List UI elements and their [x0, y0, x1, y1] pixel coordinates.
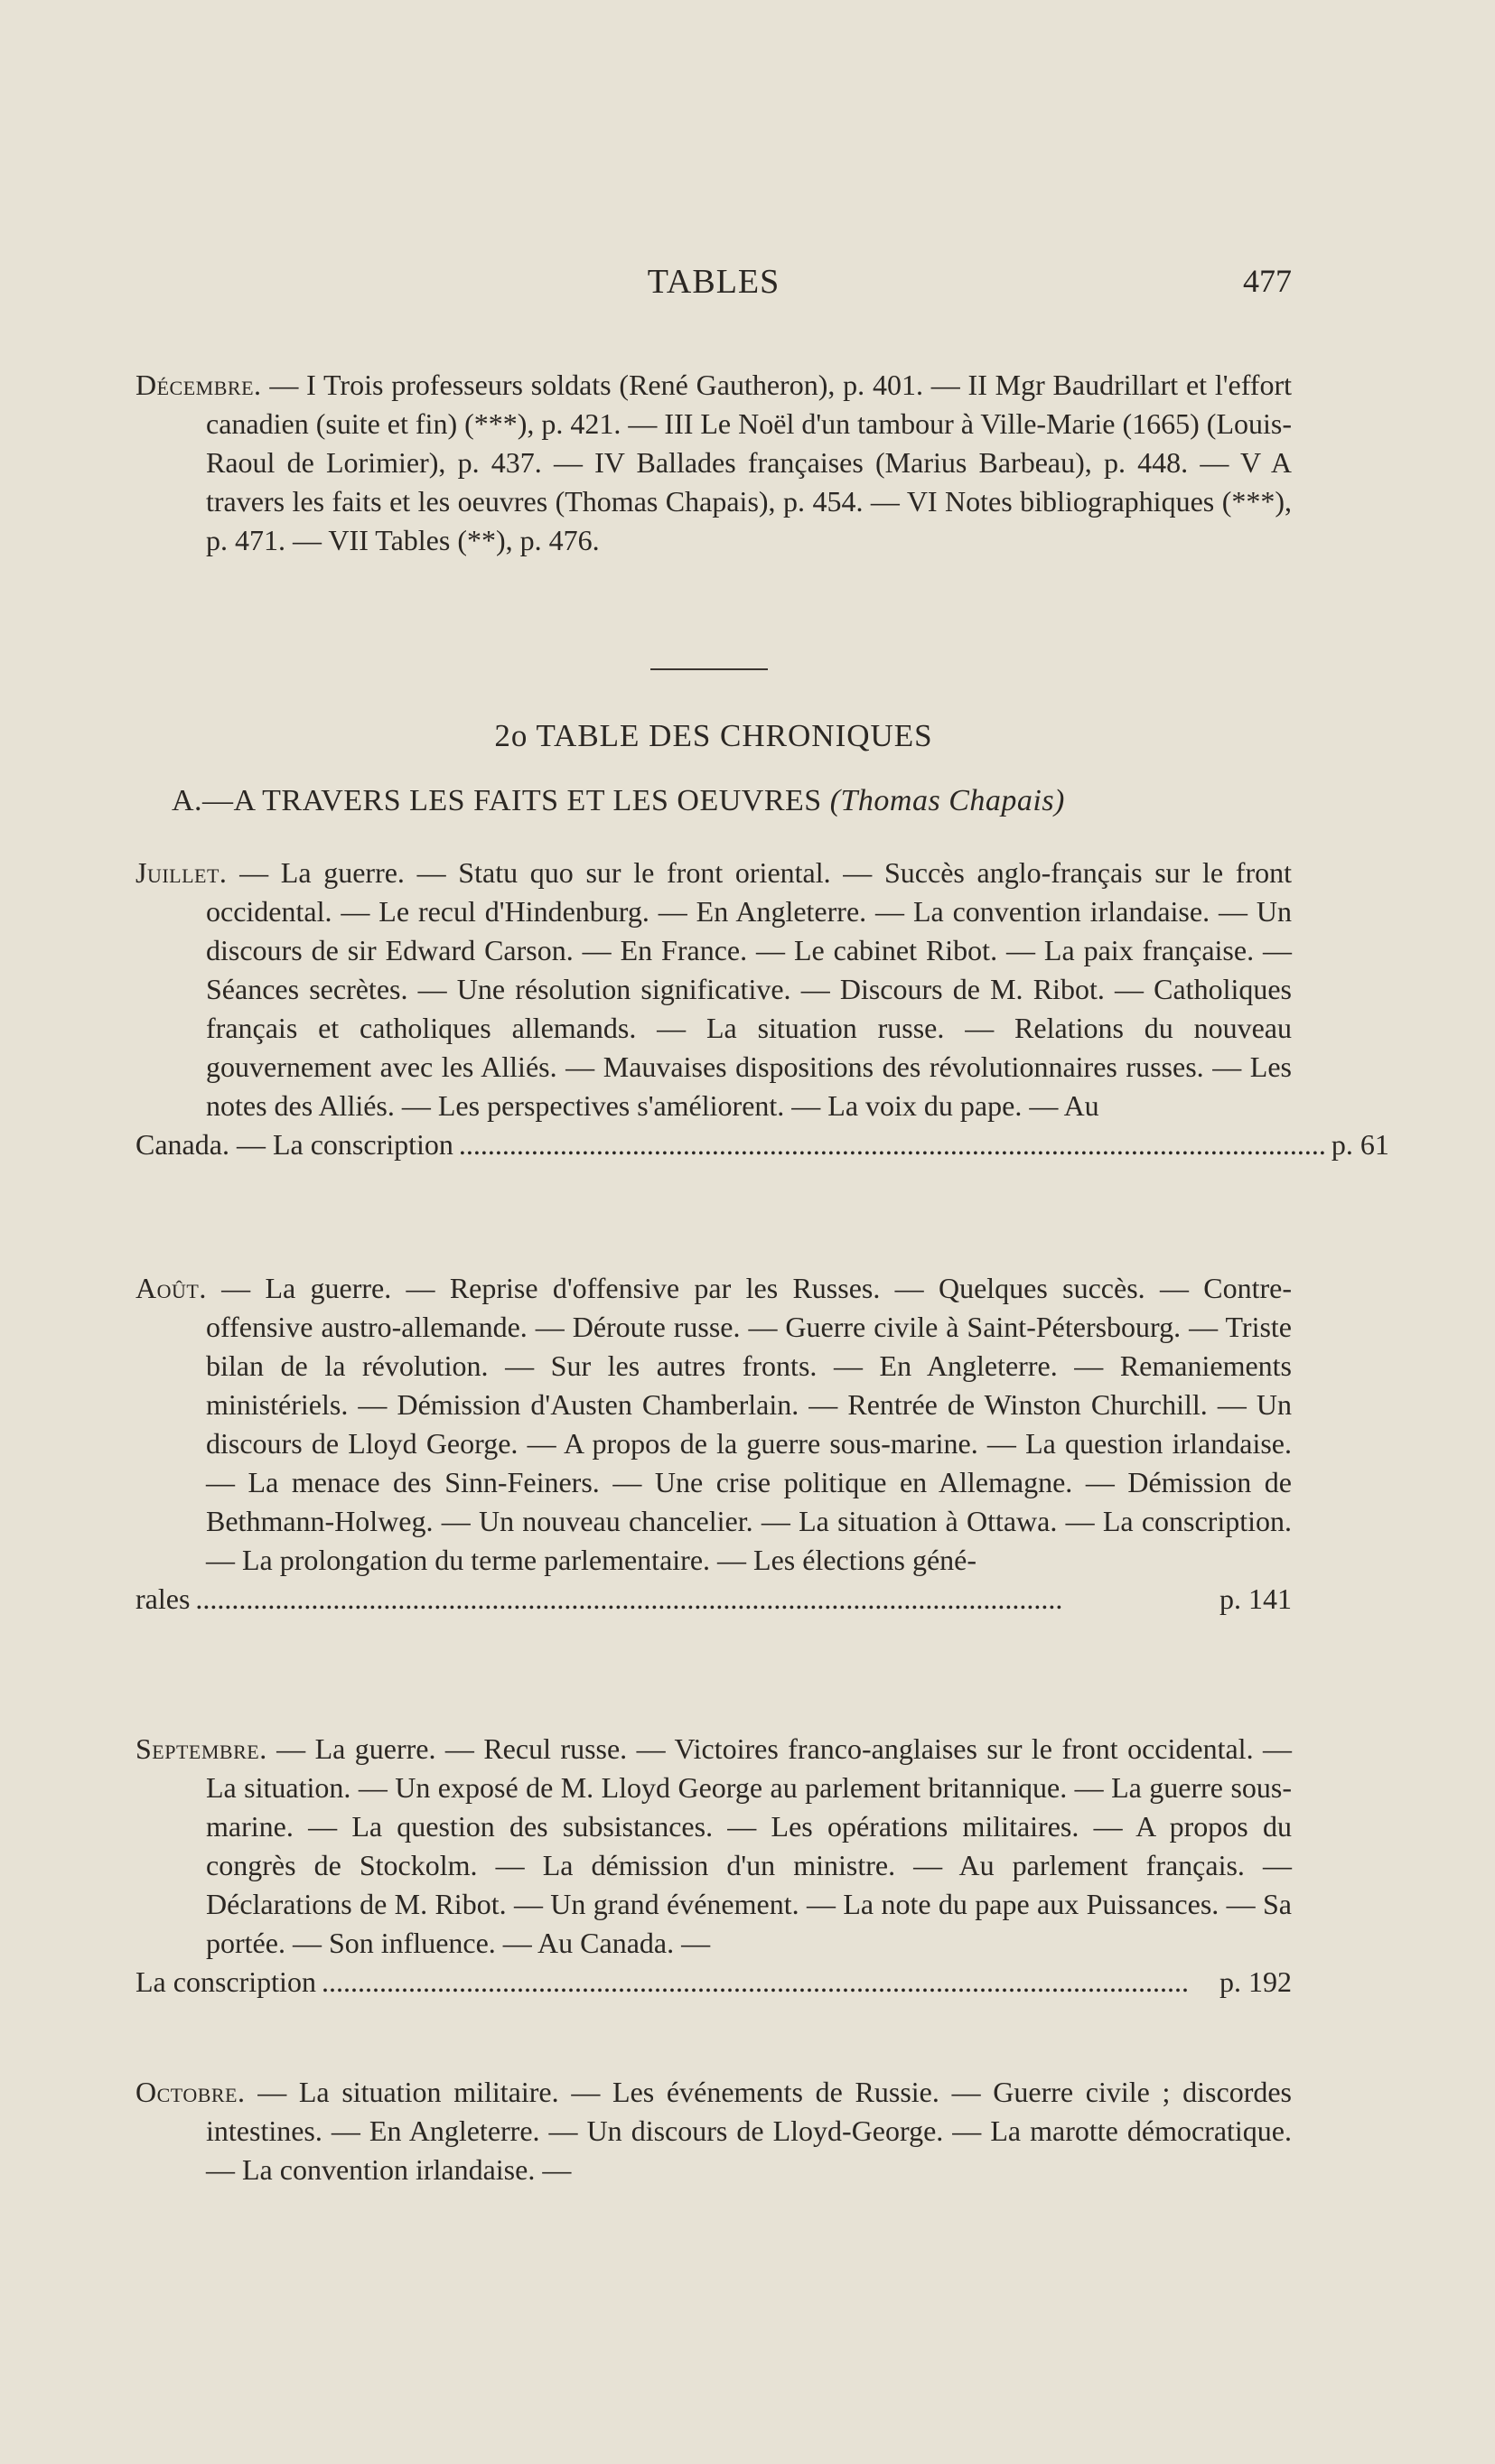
entry-page: p. 192: [1219, 1965, 1292, 1998]
leader-dots: ........................................................................................................................: [321, 1965, 1189, 1998]
entry-month: Juillet.: [135, 856, 228, 889]
entry-month: Septembre.: [135, 1732, 267, 1765]
entry-last-text: La conscription: [135, 1965, 316, 1998]
entry-month: Octobre.: [135, 2076, 246, 2108]
leader-dots: ........................................................................................................................: [195, 1582, 1063, 1615]
december-paragraph: [135, 366, 1292, 560]
entry-last-text: rales: [135, 1582, 191, 1615]
running-title: TABLES: [647, 263, 780, 301]
july-last-line: [135, 1125, 1389, 1164]
section-divider: [650, 668, 768, 670]
subsection-heading: A.—A TRAVERS LES FAITS ET LES OEUVRES: [172, 784, 822, 817]
subsection-author: (Thomas Chapais): [829, 784, 1065, 817]
september-paragraph: [135, 1730, 1292, 1963]
october-entry: [135, 2073, 1292, 2189]
leader-dots: ........................................................................................................................: [458, 1128, 1326, 1161]
october-paragraph: [135, 2073, 1292, 2189]
september-last-line: [135, 1963, 1292, 2002]
entry-page: p. 141: [1219, 1582, 1292, 1615]
section-title: 2o TABLE DES CHRONIQUES: [494, 718, 933, 753]
july-paragraph: [135, 854, 1292, 1125]
entry-text: — La guerre. — Reprise d'offensive par les Russes. — Quelques succès. — Contre-offensive austro-allemande. — Déroute russe. — Guerre civile à Saint-Pétersbourg. — Triste bilan de la révolution. — Sur les autres fronts. — En Angleterre. — Remaniements ministériels. — Démission d'Austen Chamberlain. — Rentrée de Winston Churchill. — Un discours de Lloyd George. — A propos de la guerre sous-marine. — La question irlandaise. — La menace des Sinn-Feiners. — Une crise politique en Allemagne. — Démission de Bethmann-Holweg. — Un nouveau chancelier. — La situation à Ottawa. — La conscription. — La prolongation du terme parlementaire. — Les élections géné-: [206, 1272, 1292, 1576]
entry-text: — La guerre. — Recul russe. — Victoires franco-anglaises sur le front occidental. — La situation. — Un exposé de M. Lloyd George au parlement britannique. — La guerre sous-marine. — La question des subsistances. — Les opérations militaires. — A propos du congrès de Stockolm. — La démission d'un ministre. — Au parlement français. — Déclarations de M. Ribot. — Un grand événement. — La note du pape aux Puissances. — Sa portée. — Son influence. — Au Canada. —: [206, 1732, 1292, 1959]
entry-last-text: Canada. — La conscription: [135, 1128, 453, 1161]
august-entry: [135, 1269, 1292, 1619]
july-entry: [135, 854, 1389, 1164]
september-entry: [135, 1730, 1292, 2002]
page-number: 477: [1243, 263, 1292, 299]
august-last-line: [135, 1580, 1292, 1619]
entry-month: Décembre.: [135, 369, 262, 401]
subsection-title: [172, 784, 1292, 818]
entry-text: — La guerre. — Statu quo sur le front oriental. — Succès anglo-français sur le front occidental. — Le recul d'Hindenburg. — En Angleterre. — La convention irlandaise. — Un discours de sir Edward Carson. — En France. — Le cabinet Ribot. — La paix française. — Séances secrètes. — Une résolution significative. — Discours de M. Ribot. — Catholiques français et catholiques allemands. — La situation russe. — Relations du nouveau gouvernement avec les Alliés. — Mauvaises dispositions des révolutionnaires russes. — Les notes des Alliés. — Les perspectives s'améliorent. — La voix du pape. — Au: [206, 856, 1292, 1122]
august-paragraph: [135, 1269, 1292, 1580]
page-header: [135, 262, 1292, 307]
entry-page: p. 61: [1331, 1128, 1389, 1161]
entry-text: — La situation militaire. — Les événements de Russie. — Guerre civile ; discordes intestines. — En Angleterre. — Un discours de Lloyd-George. — La marotte démocratique. — La convention irlandaise. —: [206, 2076, 1292, 2186]
entry-month: Août.: [135, 1272, 207, 1304]
december-entry: [135, 366, 1292, 560]
entry-text: — I Trois professeurs soldats (René Gautheron), p. 401. — II Mgr Baudrillart et l'effort canadien (suite et fin) (***), p. 421. — III Le Noël d'un tambour à Ville-Marie (1665) (Louis-Raoul de Lorimier), p. 437. — IV Ballades françaises (Marius Barbeau), p. 448. — V A travers les faits et les oeuvres (Thomas Chapais), p. 454. — VI Notes bibliographiques (***), p. 471. — VII Tables (**), p. 476.: [206, 369, 1292, 556]
